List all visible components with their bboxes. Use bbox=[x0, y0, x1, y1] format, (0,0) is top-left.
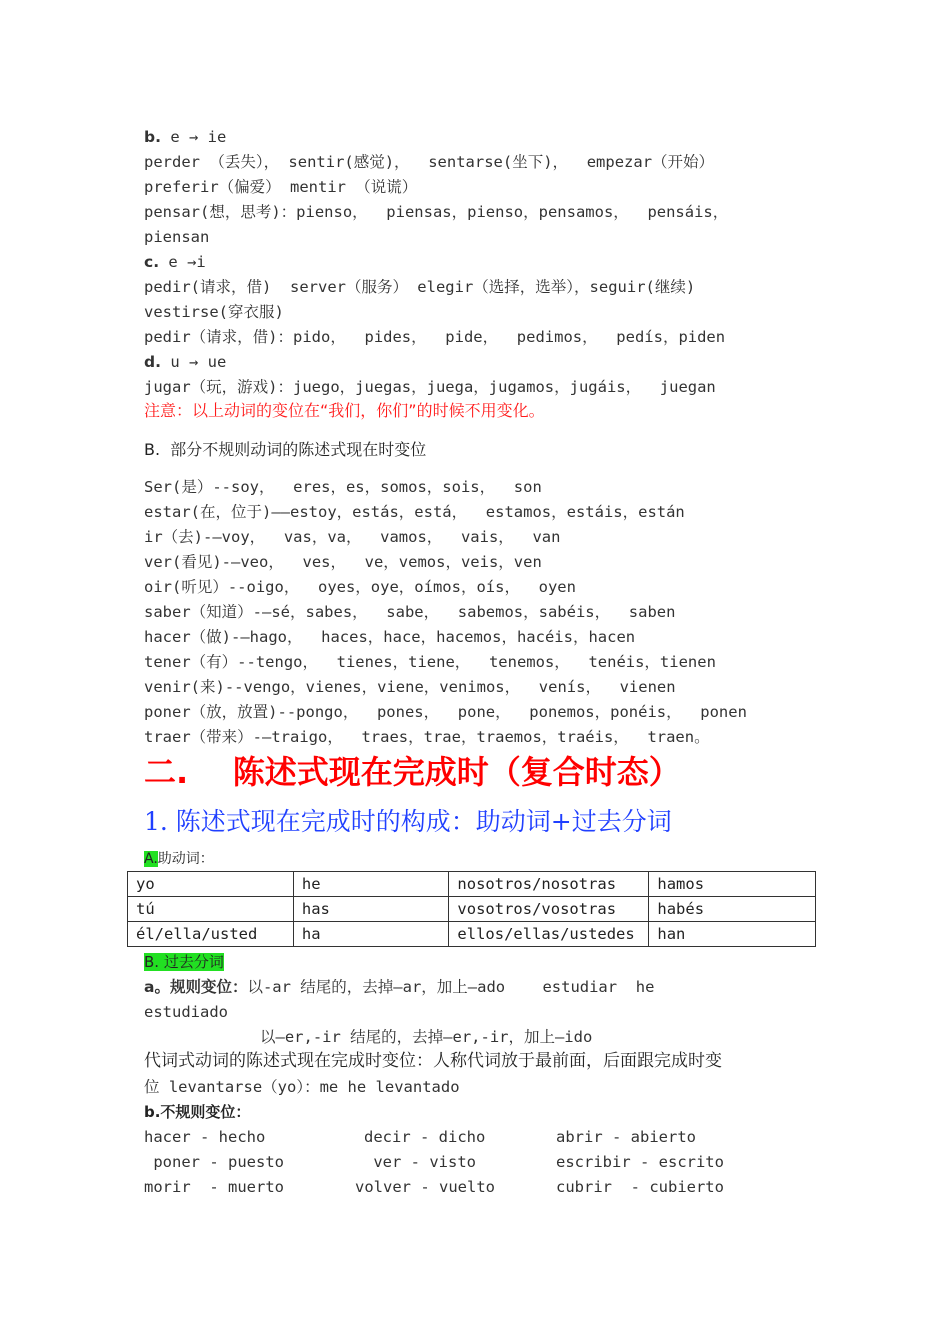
aux-label-highlight: A. bbox=[144, 851, 158, 867]
text-line: estudiado bbox=[144, 1003, 228, 1021]
aux-label bbox=[144, 850, 214, 868]
table-cell: vosotros/vosotras bbox=[449, 897, 649, 922]
irregular-line: tener（有）--tengo， tienes，tiene， tenemos， tenéis，tienen bbox=[144, 653, 716, 671]
irregular-line: ir（去)-—voy， vas，va， vamos， vais， van bbox=[144, 528, 561, 546]
participle-cell: decir - dicho bbox=[364, 1128, 486, 1146]
table-cell: habés bbox=[649, 897, 816, 922]
heading-d-rule: u → ue bbox=[160, 353, 227, 371]
aux-label-text: 助动词： bbox=[157, 851, 214, 867]
table-cell: has bbox=[293, 897, 449, 922]
table-cell: he bbox=[293, 872, 449, 897]
text-line: vestirse(穿衣服) bbox=[144, 303, 284, 321]
text-line: piensan bbox=[144, 228, 210, 246]
heading-c bbox=[144, 252, 206, 272]
irregular-line: venir(来)--vengo，vienes，viene，venimos， venís， vienen bbox=[144, 678, 676, 696]
table-row bbox=[128, 922, 816, 947]
participle-cell: volver - vuelto bbox=[355, 1178, 495, 1196]
irregular-line: oir(听见）--oigo， oyes，oye，oímos，oís， oyen bbox=[144, 578, 576, 596]
table-cell: ha bbox=[293, 922, 449, 947]
table-cell: tú bbox=[128, 897, 294, 922]
participle-label bbox=[144, 952, 224, 972]
heading-b-rule: e → ie bbox=[160, 128, 227, 146]
table-cell: yo bbox=[128, 872, 294, 897]
text-line: pedir(请求，借) server（服务） elegir（选择，选举），seguir(继续) bbox=[144, 278, 696, 296]
irregular-line: traer（带来）-—traigo， traes，trae，traemos，traéis， traen。 bbox=[144, 728, 710, 746]
heading-b-letter: b. bbox=[144, 128, 161, 146]
participle-cell: hacer - hecho bbox=[144, 1128, 266, 1146]
irregular-line: ver(看见)-—veo， ves， ve，vemos，veis，ven bbox=[144, 553, 542, 571]
heading-b bbox=[144, 127, 226, 147]
text-line: 位 levantarse（yo）：me he levantado bbox=[144, 1078, 460, 1096]
table-cell: han bbox=[649, 922, 816, 947]
irregular-label: b.不规则变位： bbox=[144, 1103, 251, 1121]
text-line: jugar（玩，游戏)：juego，juegas，juega，jugamos，jugáis， juegan bbox=[144, 378, 716, 396]
participle-cell: cubrir - cubierto bbox=[556, 1178, 724, 1196]
table-row bbox=[128, 897, 816, 922]
text-line: preferir（偏爱） mentir （说谎） bbox=[144, 178, 418, 196]
irregular-line: saber（知道）-—sé，sabes， sabe， sabemos，sabéis， saben bbox=[144, 603, 676, 621]
heading-d bbox=[144, 352, 226, 372]
participle-cell: ver - visto bbox=[364, 1153, 476, 1171]
heading-d-letter: d. bbox=[144, 353, 161, 371]
text-line: pedir（请求，借)：pido， pides， pide， pedimos， pedís，piden bbox=[144, 328, 726, 346]
heading-c-letter: c. bbox=[144, 253, 160, 271]
text-line: 代词式动词的陈述式现在完成时变位：人称代词放于最前面，后面跟完成时变 bbox=[144, 1051, 722, 1071]
note-text: 注意：以上动词的变位在“我们，你们”的时候不用变化。 bbox=[144, 401, 545, 420]
table-cell: hamos bbox=[649, 872, 816, 897]
irregular-line: estar(在，位于)——estoy，estás，está， estamos，estáis，están bbox=[144, 503, 685, 521]
text-line: 以—er,-ir 结尾的，去掉—er,-ir，加上—ido bbox=[260, 1028, 593, 1046]
text-line: pensar(想，思考)：pienso， piensas，pienso，pensamos， pensáis， bbox=[144, 203, 729, 221]
regular-label: a。规则变位： bbox=[144, 978, 248, 996]
table-row bbox=[128, 872, 816, 897]
table-cell: él/ella/usted bbox=[128, 922, 294, 947]
participle-label-highlight: B. 过去分词 bbox=[144, 953, 224, 971]
auxiliary-verb-table bbox=[127, 871, 816, 947]
table-cell: ellos/ellas/ustedes bbox=[449, 922, 649, 947]
participle-cell: abrir - abierto bbox=[556, 1128, 696, 1146]
text-line: perder （丢失）， sentir(感觉)， sentarse(坐下)， empezar（开始） bbox=[144, 153, 715, 171]
regular-rule-text: 以-ar 结尾的，去掉—ar，加上—ado estudiar he bbox=[247, 978, 655, 996]
section-b-title: B. 部分不规则动词的陈述式现在时变位 bbox=[144, 440, 427, 459]
irregular-line: Ser(是）--soy， eres，es，somos，sois， son bbox=[144, 478, 542, 496]
section-two-heading: 二. 陈述式现在完成时（复合时态） bbox=[144, 753, 681, 791]
participle-cell: morir - muerto bbox=[144, 1178, 284, 1196]
subsection-one-heading: 1. 陈述式现在完成时的构成：助动词+过去分词 bbox=[144, 807, 672, 836]
table-cell: nosotros/nosotras bbox=[449, 872, 649, 897]
heading-c-rule: e →i bbox=[159, 253, 206, 271]
regular-line bbox=[144, 977, 654, 997]
irregular-line: poner（放，放置)--pongo， pones， pone， ponemos，ponéis， ponen bbox=[144, 703, 747, 721]
participle-cell: poner - puesto bbox=[144, 1153, 284, 1171]
participle-cell: escribir - escrito bbox=[556, 1153, 724, 1171]
irregular-line: hacer（做)-—hago， haces，hace，hacemos，hacéis，hacen bbox=[144, 628, 636, 646]
